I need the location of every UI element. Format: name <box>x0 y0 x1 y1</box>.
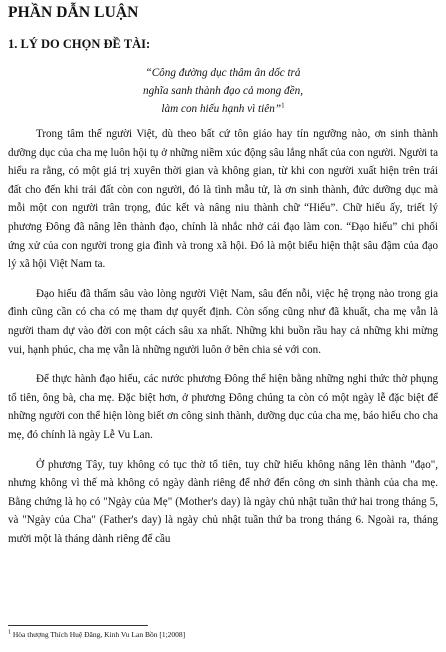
subsection-heading: 1. LÝ DO CHỌN ĐỀ TÀI: <box>8 37 151 51</box>
paragraph: Để thực hành đạo hiếu, các nước phương Đông thể hiện bằng những nghi thức thờ phụng tổ tiên, ông bà, cha mẹ. Đặc biệt hơn, ở phương Đông chúng ta còn có một ngày lễ đặc biệt để những người con thể hiện lòng biết ơn công sinh thành, dưỡng dục của cha mẹ, báo hiếu cho cha mẹ, đó chính là ngày Lễ Vu Lan. <box>8 373 438 441</box>
quote-line-text: làm con hiếu hạnh vì tiên” <box>161 103 282 115</box>
footnote-text: Hòa thượng Thích Huệ Đăng, Kinh Vu Lan Bồn [1;2008] <box>11 630 186 639</box>
paragraph: Đạo hiếu đã thấm sâu vào lòng người Việt Nam, sâu đến nỗi, việc hệ trọng nào trong gia đình cũng cần có cha có mẹ tham dự quyết định. Còn sống cũng như đã khuất, cha mẹ vẫn là người tham dự vào đời con một cách sâu xa nhất. Những khi buồn rầu hay cả những khi mừng vui, hạnh phúc, cha mẹ vẫn là những người luôn ở bên chia sẻ với con. <box>8 287 438 356</box>
footnote-marker: 1 <box>281 101 285 110</box>
footnote-divider <box>8 625 148 626</box>
quote-line <box>0 100 446 118</box>
epigraph-quote <box>0 64 446 118</box>
paragraph: Trong tâm thế người Việt, dù theo bất cứ tôn giáo hay tín ngưỡng nào, ơn sinh thành dưỡng dục của cha mẹ luôn hội tụ ở những niềm xúc động sâu lắng nhất của con người. Người ta hiểu ra rằng, có một giá trị xuyên thời gian và không gian, từ khi con người xuất hiện trên trái đất cho đến khi trái đất còn con người, đó là tình mẫu tử, là ơn sinh thành, đức dưỡng dục mà mỗi một con người trân trọng, đúc kết và nâng niu thành chữ “Hiếu”. Chữ hiếu ấy, triết lý phương Đông đã nâng lên thành đạo, chính là nhắc nhở cái đạo làm con. “Đạo hiếu” chi phối ứng xử của con người trong gia đình và trong xã hội. Đó là một biểu hiện thật sâu đậm của đạo lý xã hội Việt Nam ta. <box>8 128 438 271</box>
footnote-number: 1 <box>8 629 11 636</box>
quote-line: nghĩa sanh thành đạo cả mong đền, <box>142 85 304 97</box>
footnote <box>8 630 185 639</box>
quote-line: “Công đường dục thâm ân dốc trả <box>145 67 301 79</box>
body-text <box>8 125 438 559</box>
section-heading: PHẦN DẪN LUẬN <box>8 4 139 21</box>
paragraph: Ở phương Tây, tuy không có tục thờ tổ tiên, tuy chữ hiếu không nâng lên thành "đạo", nhưng không vì thế mà không có ngày dành riêng để nhớ đến công ơn sinh thành của cha mẹ. Bằng chứng là họ có "Ngày của Mẹ" (Mother's day) là ngày chủ nhật tuần thứ hai trong tháng 5, và "Ngày của Cha" (Father's day) là ngày chủ nhật tuần thứ ba trong tháng 6. Ngoài ra, tháng mười một là tháng dành riêng để cầu <box>8 458 438 545</box>
